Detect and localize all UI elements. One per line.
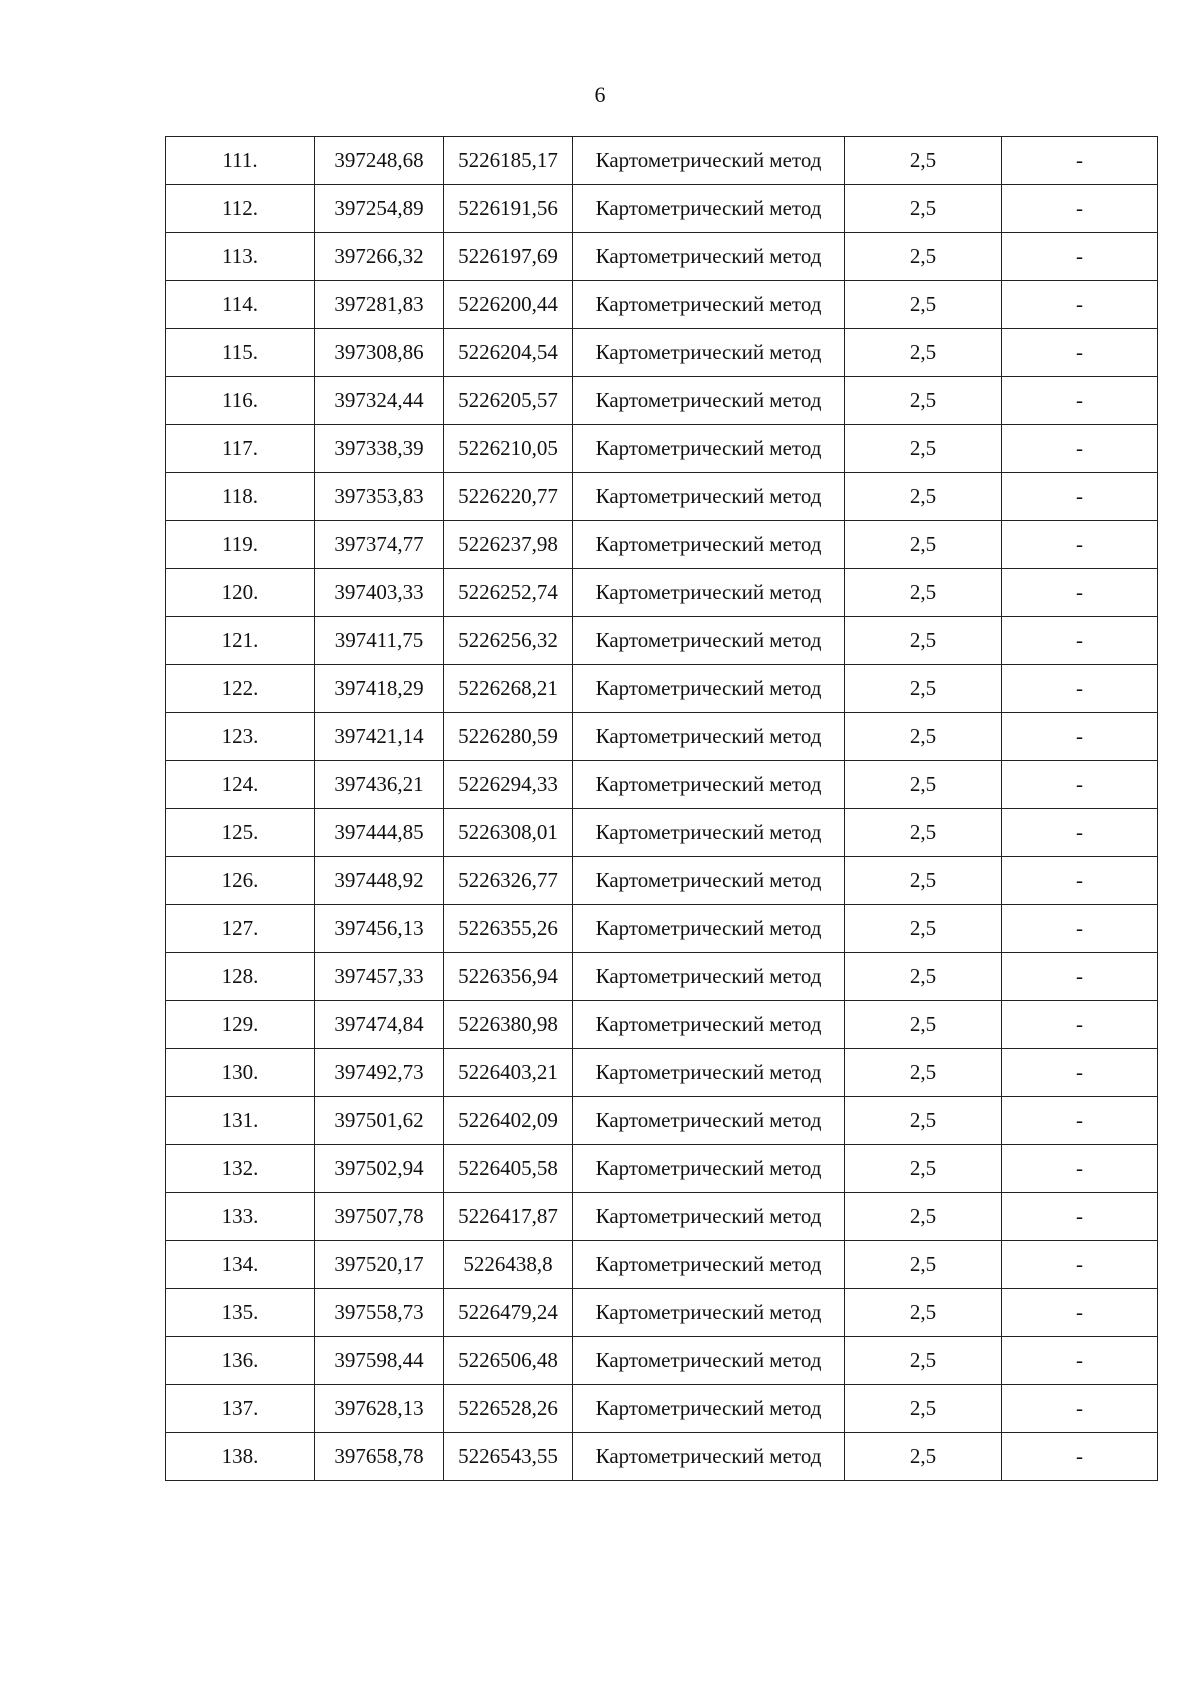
accuracy-cell: 2,5 — [845, 1097, 1002, 1145]
method-cell: Картометрический метод — [573, 617, 845, 665]
method-cell: Картометрический метод — [573, 1241, 845, 1289]
point-number-cell: 122. — [166, 665, 315, 713]
x-coordinate-cell: 397502,94 — [315, 1145, 444, 1193]
method-cell: Картометрический метод — [573, 665, 845, 713]
table-row — [166, 1385, 1158, 1433]
x-coordinate-cell: 397474,84 — [315, 1001, 444, 1049]
y-coordinate-cell: 5226438,8 — [444, 1241, 573, 1289]
accuracy-cell: 2,5 — [845, 1001, 1002, 1049]
y-coordinate-cell: 5226355,26 — [444, 905, 573, 953]
table-row — [166, 569, 1158, 617]
accuracy-cell: 2,5 — [845, 953, 1002, 1001]
table-row — [166, 281, 1158, 329]
accuracy-cell: 2,5 — [845, 1193, 1002, 1241]
description-cell: - — [1002, 473, 1158, 521]
y-coordinate-cell: 5226543,55 — [444, 1433, 573, 1481]
point-number-cell: 137. — [166, 1385, 315, 1433]
point-number-cell: 124. — [166, 761, 315, 809]
point-number-cell: 116. — [166, 377, 315, 425]
x-coordinate-cell: 397598,44 — [315, 1337, 444, 1385]
y-coordinate-cell: 5226220,77 — [444, 473, 573, 521]
y-coordinate-cell: 5226405,58 — [444, 1145, 573, 1193]
y-coordinate-cell: 5226479,24 — [444, 1289, 573, 1337]
description-cell: - — [1002, 1433, 1158, 1481]
x-coordinate-cell: 397628,13 — [315, 1385, 444, 1433]
table-row — [166, 1337, 1158, 1385]
x-coordinate-cell: 397456,13 — [315, 905, 444, 953]
table-row — [166, 1433, 1158, 1481]
table-row — [166, 1289, 1158, 1337]
table-row — [166, 473, 1158, 521]
point-number-cell: 134. — [166, 1241, 315, 1289]
description-cell: - — [1002, 1337, 1158, 1385]
x-coordinate-cell: 397338,39 — [315, 425, 444, 473]
method-cell: Картометрический метод — [573, 569, 845, 617]
description-cell: - — [1002, 857, 1158, 905]
method-cell: Картометрический метод — [573, 1385, 845, 1433]
y-coordinate-cell: 5226268,21 — [444, 665, 573, 713]
point-number-cell: 129. — [166, 1001, 315, 1049]
x-coordinate-cell: 397281,83 — [315, 281, 444, 329]
description-cell: - — [1002, 617, 1158, 665]
accuracy-cell: 2,5 — [845, 1337, 1002, 1385]
method-cell: Картометрический метод — [573, 377, 845, 425]
point-number-cell: 114. — [166, 281, 315, 329]
x-coordinate-cell: 397558,73 — [315, 1289, 444, 1337]
accuracy-cell: 2,5 — [845, 665, 1002, 713]
table-row — [166, 809, 1158, 857]
point-number-cell: 127. — [166, 905, 315, 953]
accuracy-cell: 2,5 — [845, 1049, 1002, 1097]
method-cell: Картометрический метод — [573, 1097, 845, 1145]
table-row — [166, 617, 1158, 665]
table-row — [166, 185, 1158, 233]
y-coordinate-cell: 5226200,44 — [444, 281, 573, 329]
y-coordinate-cell: 5226308,01 — [444, 809, 573, 857]
method-cell: Картометрический метод — [573, 953, 845, 1001]
description-cell: - — [1002, 713, 1158, 761]
accuracy-cell: 2,5 — [845, 473, 1002, 521]
point-number-cell: 112. — [166, 185, 315, 233]
table-row — [166, 713, 1158, 761]
table-row — [166, 1001, 1158, 1049]
point-number-cell: 131. — [166, 1097, 315, 1145]
method-cell: Картометрический метод — [573, 1289, 845, 1337]
accuracy-cell: 2,5 — [845, 1289, 1002, 1337]
y-coordinate-cell: 5226326,77 — [444, 857, 573, 905]
accuracy-cell: 2,5 — [845, 905, 1002, 953]
point-number-cell: 111. — [166, 137, 315, 185]
method-cell: Картометрический метод — [573, 761, 845, 809]
table-row — [166, 521, 1158, 569]
y-coordinate-cell: 5226294,33 — [444, 761, 573, 809]
point-number-cell: 120. — [166, 569, 315, 617]
description-cell: - — [1002, 569, 1158, 617]
point-number-cell: 125. — [166, 809, 315, 857]
y-coordinate-cell: 5226403,21 — [444, 1049, 573, 1097]
x-coordinate-cell: 397436,21 — [315, 761, 444, 809]
point-number-cell: 126. — [166, 857, 315, 905]
x-coordinate-cell: 397421,14 — [315, 713, 444, 761]
description-cell: - — [1002, 281, 1158, 329]
accuracy-cell: 2,5 — [845, 281, 1002, 329]
table-row — [166, 1193, 1158, 1241]
point-number-cell: 123. — [166, 713, 315, 761]
y-coordinate-cell: 5226191,56 — [444, 185, 573, 233]
method-cell: Картометрический метод — [573, 713, 845, 761]
accuracy-cell: 2,5 — [845, 137, 1002, 185]
y-coordinate-cell: 5226210,05 — [444, 425, 573, 473]
point-number-cell: 136. — [166, 1337, 315, 1385]
x-coordinate-cell: 397520,17 — [315, 1241, 444, 1289]
method-cell: Картометрический метод — [573, 329, 845, 377]
x-coordinate-cell: 397324,44 — [315, 377, 444, 425]
accuracy-cell: 2,5 — [845, 1145, 1002, 1193]
table-row — [166, 857, 1158, 905]
x-coordinate-cell: 397457,33 — [315, 953, 444, 1001]
table-row — [166, 233, 1158, 281]
point-number-cell: 113. — [166, 233, 315, 281]
point-number-cell: 115. — [166, 329, 315, 377]
table-row — [166, 1241, 1158, 1289]
accuracy-cell: 2,5 — [845, 329, 1002, 377]
description-cell: - — [1002, 1241, 1158, 1289]
point-number-cell: 138. — [166, 1433, 315, 1481]
method-cell: Картометрический метод — [573, 1433, 845, 1481]
x-coordinate-cell: 397492,73 — [315, 1049, 444, 1097]
method-cell: Картометрический метод — [573, 425, 845, 473]
description-cell: - — [1002, 1289, 1158, 1337]
table-row — [166, 329, 1158, 377]
description-cell: - — [1002, 329, 1158, 377]
y-coordinate-cell: 5226205,57 — [444, 377, 573, 425]
x-coordinate-cell: 397501,62 — [315, 1097, 444, 1145]
accuracy-cell: 2,5 — [845, 1241, 1002, 1289]
x-coordinate-cell: 397418,29 — [315, 665, 444, 713]
accuracy-cell: 2,5 — [845, 857, 1002, 905]
method-cell: Картометрический метод — [573, 1145, 845, 1193]
table-row — [166, 953, 1158, 1001]
point-number-cell: 128. — [166, 953, 315, 1001]
method-cell: Картометрический метод — [573, 809, 845, 857]
method-cell: Картометрический метод — [573, 137, 845, 185]
description-cell: - — [1002, 1001, 1158, 1049]
x-coordinate-cell: 397353,83 — [315, 473, 444, 521]
accuracy-cell: 2,5 — [845, 185, 1002, 233]
table-row — [166, 905, 1158, 953]
description-cell: - — [1002, 137, 1158, 185]
table-row — [166, 425, 1158, 473]
accuracy-cell: 2,5 — [845, 233, 1002, 281]
accuracy-cell: 2,5 — [845, 713, 1002, 761]
description-cell: - — [1002, 1097, 1158, 1145]
description-cell: - — [1002, 521, 1158, 569]
x-coordinate-cell: 397658,78 — [315, 1433, 444, 1481]
y-coordinate-cell: 5226204,54 — [444, 329, 573, 377]
method-cell: Картометрический метод — [573, 473, 845, 521]
table-row — [166, 377, 1158, 425]
x-coordinate-cell: 397507,78 — [315, 1193, 444, 1241]
x-coordinate-cell: 397374,77 — [315, 521, 444, 569]
x-coordinate-cell: 397448,92 — [315, 857, 444, 905]
description-cell: - — [1002, 905, 1158, 953]
point-number-cell: 119. — [166, 521, 315, 569]
point-number-cell: 117. — [166, 425, 315, 473]
y-coordinate-cell: 5226280,59 — [444, 713, 573, 761]
method-cell: Картометрический метод — [573, 1193, 845, 1241]
description-cell: - — [1002, 185, 1158, 233]
accuracy-cell: 2,5 — [845, 1385, 1002, 1433]
point-number-cell: 118. — [166, 473, 315, 521]
accuracy-cell: 2,5 — [845, 761, 1002, 809]
method-cell: Картометрический метод — [573, 233, 845, 281]
description-cell: - — [1002, 425, 1158, 473]
x-coordinate-cell: 397444,85 — [315, 809, 444, 857]
description-cell: - — [1002, 1385, 1158, 1433]
y-coordinate-cell: 5226402,09 — [444, 1097, 573, 1145]
table-row — [166, 137, 1158, 185]
method-cell: Картометрический метод — [573, 905, 845, 953]
accuracy-cell: 2,5 — [845, 809, 1002, 857]
description-cell: - — [1002, 377, 1158, 425]
description-cell: - — [1002, 761, 1158, 809]
method-cell: Картометрический метод — [573, 185, 845, 233]
method-cell: Картометрический метод — [573, 1337, 845, 1385]
method-cell: Картометрический метод — [573, 1001, 845, 1049]
x-coordinate-cell: 397266,32 — [315, 233, 444, 281]
y-coordinate-cell: 5226506,48 — [444, 1337, 573, 1385]
table-row — [166, 1097, 1158, 1145]
x-coordinate-cell: 397248,68 — [315, 137, 444, 185]
accuracy-cell: 2,5 — [845, 425, 1002, 473]
method-cell: Картометрический метод — [573, 521, 845, 569]
y-coordinate-cell: 5226185,17 — [444, 137, 573, 185]
description-cell: - — [1002, 665, 1158, 713]
accuracy-cell: 2,5 — [845, 569, 1002, 617]
point-number-cell: 133. — [166, 1193, 315, 1241]
page-number: 6 — [594, 82, 606, 107]
point-number-cell: 135. — [166, 1289, 315, 1337]
method-cell: Картометрический метод — [573, 281, 845, 329]
table-row — [166, 761, 1158, 809]
description-cell: - — [1002, 1193, 1158, 1241]
coordinates-table — [165, 136, 1158, 1481]
y-coordinate-cell: 5226197,69 — [444, 233, 573, 281]
method-cell: Картометрический метод — [573, 857, 845, 905]
table-row — [166, 1049, 1158, 1097]
accuracy-cell: 2,5 — [845, 521, 1002, 569]
y-coordinate-cell: 5226237,98 — [444, 521, 573, 569]
accuracy-cell: 2,5 — [845, 1433, 1002, 1481]
description-cell: - — [1002, 953, 1158, 1001]
y-coordinate-cell: 5226417,87 — [444, 1193, 573, 1241]
x-coordinate-cell: 397403,33 — [315, 569, 444, 617]
point-number-cell: 121. — [166, 617, 315, 665]
description-cell: - — [1002, 1049, 1158, 1097]
accuracy-cell: 2,5 — [845, 617, 1002, 665]
method-cell: Картометрический метод — [573, 1049, 845, 1097]
table-body — [166, 137, 1158, 1481]
x-coordinate-cell: 397254,89 — [315, 185, 444, 233]
table-row — [166, 1145, 1158, 1193]
point-number-cell: 132. — [166, 1145, 315, 1193]
description-cell: - — [1002, 809, 1158, 857]
description-cell: - — [1002, 233, 1158, 281]
y-coordinate-cell: 5226380,98 — [444, 1001, 573, 1049]
table-row — [166, 665, 1158, 713]
x-coordinate-cell: 397411,75 — [315, 617, 444, 665]
y-coordinate-cell: 5226356,94 — [444, 953, 573, 1001]
y-coordinate-cell: 5226252,74 — [444, 569, 573, 617]
x-coordinate-cell: 397308,86 — [315, 329, 444, 377]
accuracy-cell: 2,5 — [845, 377, 1002, 425]
point-number-cell: 130. — [166, 1049, 315, 1097]
description-cell: - — [1002, 1145, 1158, 1193]
y-coordinate-cell: 5226256,32 — [444, 617, 573, 665]
y-coordinate-cell: 5226528,26 — [444, 1385, 573, 1433]
